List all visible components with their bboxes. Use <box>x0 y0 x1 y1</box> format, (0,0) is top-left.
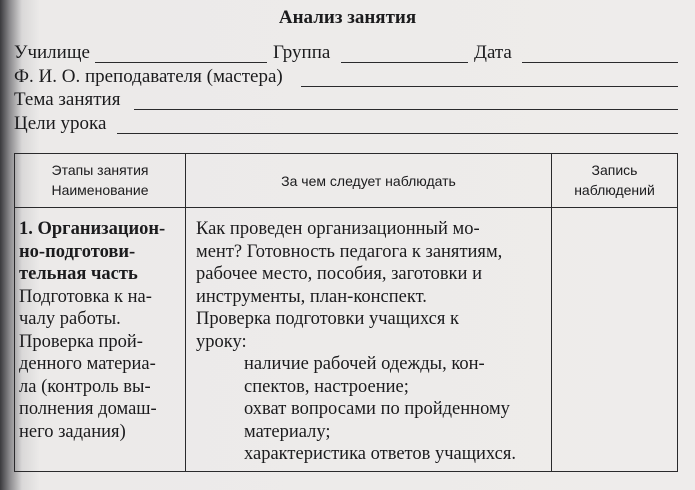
content-indented-line: материалу; <box>244 421 331 442</box>
content-line: рабочее место, пособия, заготовки и <box>196 264 482 284</box>
date-blank <box>522 62 678 63</box>
date-label: Дата <box>474 42 512 63</box>
header-observe-text: За чем следует наблюдать <box>281 172 456 189</box>
table-row <box>15 208 678 472</box>
observe-cell <box>186 208 552 472</box>
record-cell <box>552 208 678 472</box>
school-blank <box>95 62 267 63</box>
analysis-table <box>14 153 678 472</box>
goals-blank <box>117 133 678 134</box>
content-indented-line: спектов, настроение; <box>244 376 409 397</box>
stage-title-line: но-подготови- <box>19 241 136 262</box>
group-blank <box>341 62 468 63</box>
header-record-line2: наблюдений <box>574 182 655 198</box>
stage-desc-line: ла (контроль вы- <box>19 376 151 397</box>
stage-desc-line: чалу работы. <box>19 309 121 329</box>
content-line: Как проведен организационный мо- <box>196 219 480 239</box>
topic-label: Тема занятия <box>14 89 121 110</box>
stage-desc-line: Подготовка к на- <box>19 286 152 307</box>
topic-blank <box>134 109 678 110</box>
header-observe <box>186 154 552 208</box>
content-line: мент? Готовность педагога к занятиям, <box>196 241 503 262</box>
stage-desc-line: денного материа- <box>19 354 156 374</box>
stage-desc-line: него задания) <box>19 421 126 442</box>
stage-desc-line: Проверка прой- <box>19 331 143 352</box>
content-indented-line: охват вопросами по пройденному <box>244 399 510 419</box>
content-line: уроку: <box>196 331 247 352</box>
stage-cell <box>15 208 186 472</box>
header-record-line1: Запись <box>591 162 638 178</box>
table-header-row <box>15 154 678 208</box>
content-line: инструменты, план-конспект. <box>196 286 427 307</box>
school-label: Училище <box>14 42 90 63</box>
content-indented-line: наличие рабочей одежды, кон- <box>244 354 485 374</box>
stage-title-line: тельная часть <box>19 264 138 284</box>
teacher-label: Ф. И. О. преподавателя (мастера) <box>14 66 283 87</box>
content-line: Проверка подготовки учащихся к <box>196 309 459 329</box>
document-title: Анализ занятия <box>278 7 417 28</box>
stage-desc-line: полнения домаш- <box>19 399 157 419</box>
teacher-blank <box>301 86 678 87</box>
group-label: Группа <box>273 42 331 63</box>
header-stages-line1: Этапы занятия <box>51 162 149 178</box>
content-indented-line: характеристика ответов учащихся. <box>244 444 516 464</box>
header-stages <box>15 154 186 208</box>
goals-label: Цели урока <box>14 113 107 134</box>
header-record <box>552 154 678 208</box>
stage-title-line: 1. Организацион- <box>19 219 166 239</box>
header-stages-line2: Наименование <box>51 182 149 198</box>
